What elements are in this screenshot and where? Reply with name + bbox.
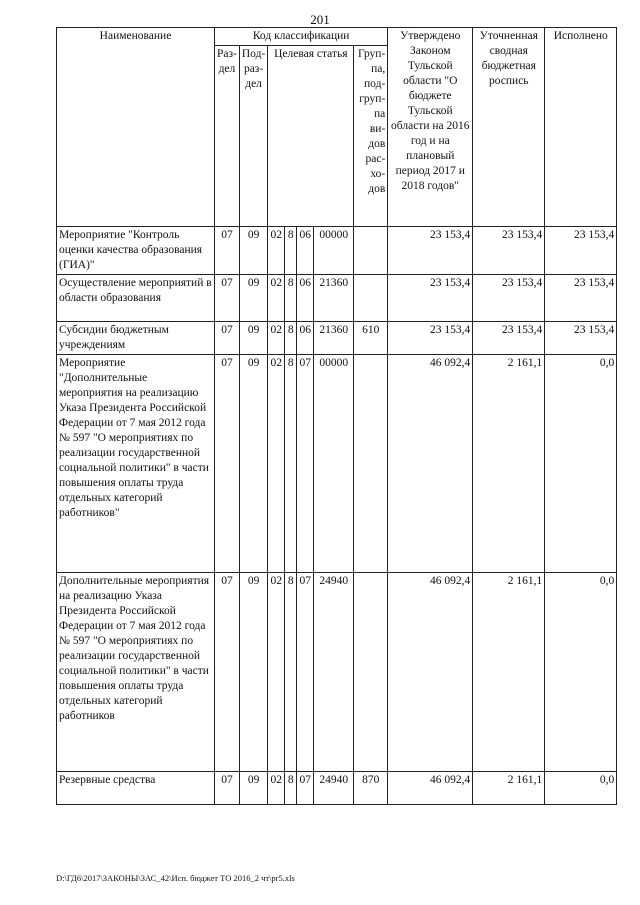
row-approved: 46 092,4 bbox=[388, 772, 473, 805]
table-row bbox=[57, 227, 617, 275]
row-podrazdel: 09 bbox=[239, 322, 267, 355]
row-target-program: 02 bbox=[268, 275, 285, 322]
row-approved: 23 153,4 bbox=[388, 322, 473, 355]
header-target: Целевая статья bbox=[268, 46, 354, 227]
row-executed: 0,0 bbox=[545, 573, 617, 772]
header-podrazdel: Под- раз- дел bbox=[239, 46, 267, 227]
row-target-type: 8 bbox=[285, 322, 297, 355]
row-target-program: 02 bbox=[268, 355, 285, 573]
row-name: Мероприятие "Контроль оценки качества образования (ГИА)" bbox=[57, 227, 215, 275]
row-refined: 2 161,1 bbox=[473, 772, 545, 805]
row-target-direction: 00000 bbox=[314, 227, 354, 275]
file-path-footer: D:\ГД6\2017\ЗАКОНЫ\ЗАС_42\Исп. бюджет ТО 2016_2 чт\pr5.xls bbox=[56, 873, 295, 883]
row-target-type: 8 bbox=[285, 275, 297, 322]
table-row bbox=[57, 772, 617, 805]
row-target-event: 06 bbox=[297, 275, 314, 322]
row-target-program: 02 bbox=[268, 573, 285, 772]
row-razdel: 07 bbox=[215, 227, 240, 275]
row-group bbox=[354, 275, 388, 322]
row-target-event: 07 bbox=[297, 573, 314, 772]
row-target-program: 02 bbox=[268, 227, 285, 275]
row-approved: 46 092,4 bbox=[388, 573, 473, 772]
row-podrazdel: 09 bbox=[239, 772, 267, 805]
header-razdel: Раз- дел bbox=[215, 46, 240, 227]
row-podrazdel: 09 bbox=[239, 227, 267, 275]
row-executed: 23 153,4 bbox=[545, 275, 617, 322]
row-executed: 23 153,4 bbox=[545, 227, 617, 275]
row-refined: 23 153,4 bbox=[473, 322, 545, 355]
row-refined: 23 153,4 bbox=[473, 227, 545, 275]
row-target-direction: 21360 bbox=[314, 275, 354, 322]
row-group bbox=[354, 227, 388, 275]
row-group bbox=[354, 573, 388, 772]
row-target-type: 8 bbox=[285, 772, 297, 805]
row-refined: 2 161,1 bbox=[473, 355, 545, 573]
row-name: Резервные средства bbox=[57, 772, 215, 805]
row-target-type: 8 bbox=[285, 573, 297, 772]
table-row bbox=[57, 573, 617, 772]
row-approved: 23 153,4 bbox=[388, 275, 473, 322]
row-target-event: 07 bbox=[297, 772, 314, 805]
row-target-program: 02 bbox=[268, 322, 285, 355]
row-podrazdel: 09 bbox=[239, 275, 267, 322]
row-target-event: 06 bbox=[297, 322, 314, 355]
row-target-type: 8 bbox=[285, 355, 297, 573]
header-classification: Код классификации bbox=[215, 28, 388, 46]
row-group bbox=[354, 355, 388, 573]
page-number: 201 bbox=[310, 12, 330, 27]
row-target-direction: 24940 bbox=[314, 772, 354, 805]
header-executed: Исполнено bbox=[545, 28, 617, 227]
row-executed: 23 153,4 bbox=[545, 322, 617, 355]
row-target-event: 07 bbox=[297, 355, 314, 573]
row-target-direction: 21360 bbox=[314, 322, 354, 355]
row-refined: 2 161,1 bbox=[473, 573, 545, 772]
row-executed: 0,0 bbox=[545, 772, 617, 805]
row-target-event: 06 bbox=[297, 227, 314, 275]
row-target-direction: 24940 bbox=[314, 573, 354, 772]
row-razdel: 07 bbox=[215, 772, 240, 805]
row-podrazdel: 09 bbox=[239, 355, 267, 573]
header-refined: Уточненная сводная бюджетная роспись bbox=[473, 28, 545, 227]
row-razdel: 07 bbox=[215, 355, 240, 573]
header-name: Наименование bbox=[57, 28, 215, 227]
row-group: 610 bbox=[354, 322, 388, 355]
row-podrazdel: 09 bbox=[239, 573, 267, 772]
row-name: Субсидии бюджетным учреждениям bbox=[57, 322, 215, 355]
row-name: Дополнительные мероприятия на реализацию Указа Президента Российской Федерации от 7 мая 2012 года № 597 "О мероприятиях по реализации государственной социальной политики" в части повышения оплаты труда отдельных категорий работников bbox=[57, 573, 215, 772]
budget-table bbox=[56, 27, 617, 805]
row-group: 870 bbox=[354, 772, 388, 805]
row-executed: 0,0 bbox=[545, 355, 617, 573]
row-approved: 23 153,4 bbox=[388, 227, 473, 275]
table-row bbox=[57, 355, 617, 573]
row-razdel: 07 bbox=[215, 573, 240, 772]
header-approved: Утверждено Законом Тульской области "О бюджете Тульской области на 2016 год и на плановый период 2017 и 2018 годов" bbox=[388, 28, 473, 227]
header-group: Груп- па, под- груп- па ви- дов рас- хо- дов bbox=[354, 46, 388, 227]
row-target-program: 02 bbox=[268, 772, 285, 805]
table-row bbox=[57, 322, 617, 355]
row-target-direction: 00000 bbox=[314, 355, 354, 573]
table-row bbox=[57, 275, 617, 322]
row-name: Мероприятие "Дополнительные мероприятия на реализацию Указа Президента Российской Федерации от 7 мая 2012 года № 597 "О мероприятиях по реализации государственной социальной политики" в части повышения оплаты труда отдельных категорий работников" bbox=[57, 355, 215, 573]
row-razdel: 07 bbox=[215, 322, 240, 355]
row-razdel: 07 bbox=[215, 275, 240, 322]
row-approved: 46 092,4 bbox=[388, 355, 473, 573]
row-name: Осуществление мероприятий в области образования bbox=[57, 275, 215, 322]
row-target-type: 8 bbox=[285, 227, 297, 275]
row-refined: 23 153,4 bbox=[473, 275, 545, 322]
